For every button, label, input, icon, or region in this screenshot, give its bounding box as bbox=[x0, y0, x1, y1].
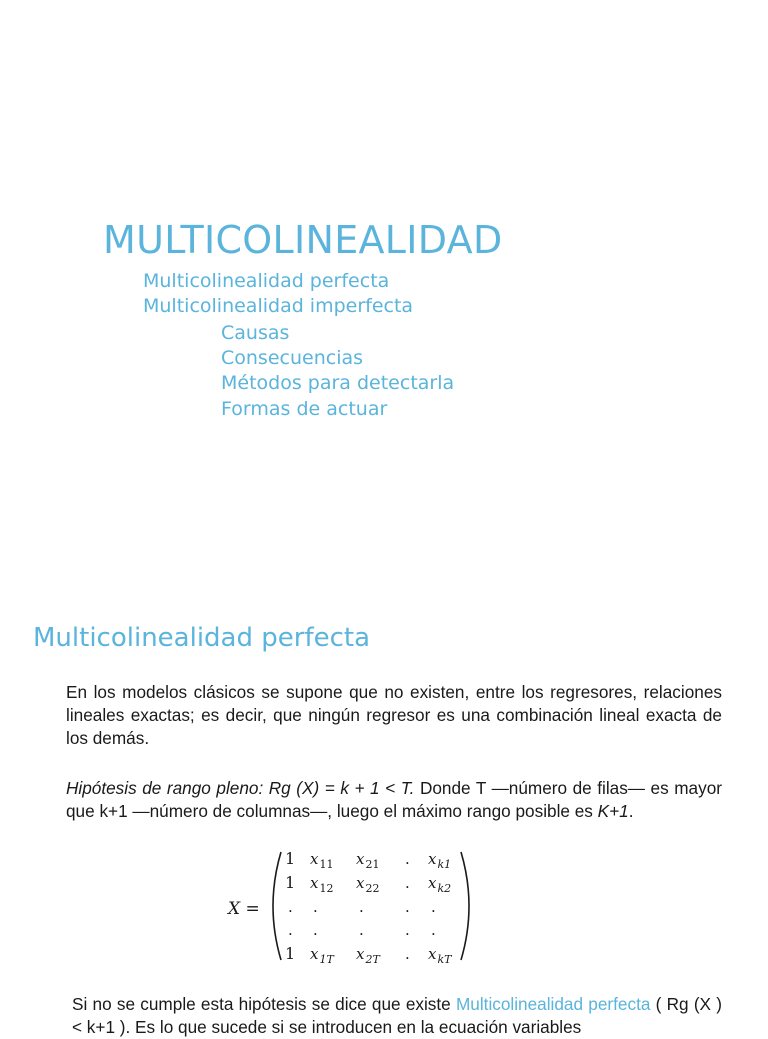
matrix-cell: $x_{21}$ bbox=[356, 850, 380, 871]
max-rank-text: K+1 bbox=[597, 801, 629, 821]
toc-item-metodos[interactable]: Métodos para detectarla bbox=[221, 372, 455, 394]
matrix-cell: . bbox=[288, 898, 293, 916]
link-multicolinealidad-perfecta[interactable]: Multicolinealidad perfecta bbox=[455, 994, 651, 1014]
matrix-cell: $x_{22}$ bbox=[356, 874, 380, 895]
paragraph-intro: En los modelos clásicos se supone que no existen, entre los regresores, relaciones lineales exactas; es decir, que ningún regresor es una combinación lineal exacta de los demás. bbox=[66, 682, 722, 748]
toc-item-imperfecta[interactable]: Multicolinealidad imperfecta bbox=[143, 295, 414, 317]
matrix-cell: . bbox=[359, 898, 364, 916]
matrix-cell: . bbox=[313, 898, 318, 916]
violation-continuation: ( Rg (X ) < k+1 ). Es lo que sucede si se introducen en la ecuación variables bbox=[72, 994, 722, 1037]
matrix-right-paren bbox=[461, 852, 469, 960]
matrix-cell: 1 bbox=[285, 873, 296, 892]
matrix-cell: . bbox=[405, 874, 410, 892]
matrix-cell: 1 bbox=[285, 849, 296, 868]
matrix-cell: . bbox=[313, 921, 318, 939]
hypothesis-text: Hipótesis de rango pleno: Rg (X) = k + 1 < T. bbox=[66, 778, 415, 798]
design-matrix bbox=[225, 848, 475, 964]
matrix-left-paren bbox=[273, 852, 281, 960]
matrix-cell: . bbox=[288, 921, 293, 939]
toc-item-consecuencias[interactable]: Consecuencias bbox=[221, 347, 364, 369]
matrix-cell: . bbox=[405, 898, 410, 916]
toc-item-formas[interactable]: Formas de actuar bbox=[221, 398, 388, 420]
matrix-cells bbox=[285, 849, 453, 964]
toc-item-causas[interactable]: Causas bbox=[221, 322, 290, 344]
hypothesis-explanation: Donde T —número de filas— es mayor que k+1 —número de columnas—, luego el máximo rango posible es bbox=[66, 778, 722, 821]
section-title: Multicolinealidad perfecta bbox=[33, 623, 371, 653]
page-title: MULTICOLINEALIDAD bbox=[103, 218, 503, 262]
matrix-cell: . bbox=[431, 898, 436, 916]
matrix-cell: 1 bbox=[285, 944, 296, 963]
matrix-cell: . bbox=[431, 921, 436, 939]
matrix-cell: $x_{k1}$ bbox=[428, 850, 452, 871]
period: . bbox=[628, 801, 634, 821]
matrix-cell: . bbox=[359, 921, 364, 939]
violation-text: Si no se cumple esta hipótesis se dice que existe bbox=[72, 994, 456, 1014]
matrix-cell: $x_{kT}$ bbox=[428, 945, 452, 964]
matrix-cell: $x_{2T}$ bbox=[356, 945, 380, 964]
matrix-cell: $x_{1T}$ bbox=[310, 945, 334, 964]
matrix-lhs: X = bbox=[228, 899, 260, 919]
paragraph-hypothesis bbox=[66, 777, 722, 823]
matrix-cell: $x_{12}$ bbox=[310, 874, 334, 895]
matrix-cell: $x_{11}$ bbox=[310, 850, 334, 871]
matrix-cell: $x_{k2}$ bbox=[428, 874, 452, 895]
matrix-cell: . bbox=[405, 945, 410, 963]
matrix-cell: . bbox=[405, 850, 410, 868]
paragraph-violation bbox=[72, 993, 722, 1039]
toc-item-perfecta[interactable]: Multicolinealidad perfecta bbox=[143, 270, 390, 292]
matrix-cell: . bbox=[405, 921, 410, 939]
